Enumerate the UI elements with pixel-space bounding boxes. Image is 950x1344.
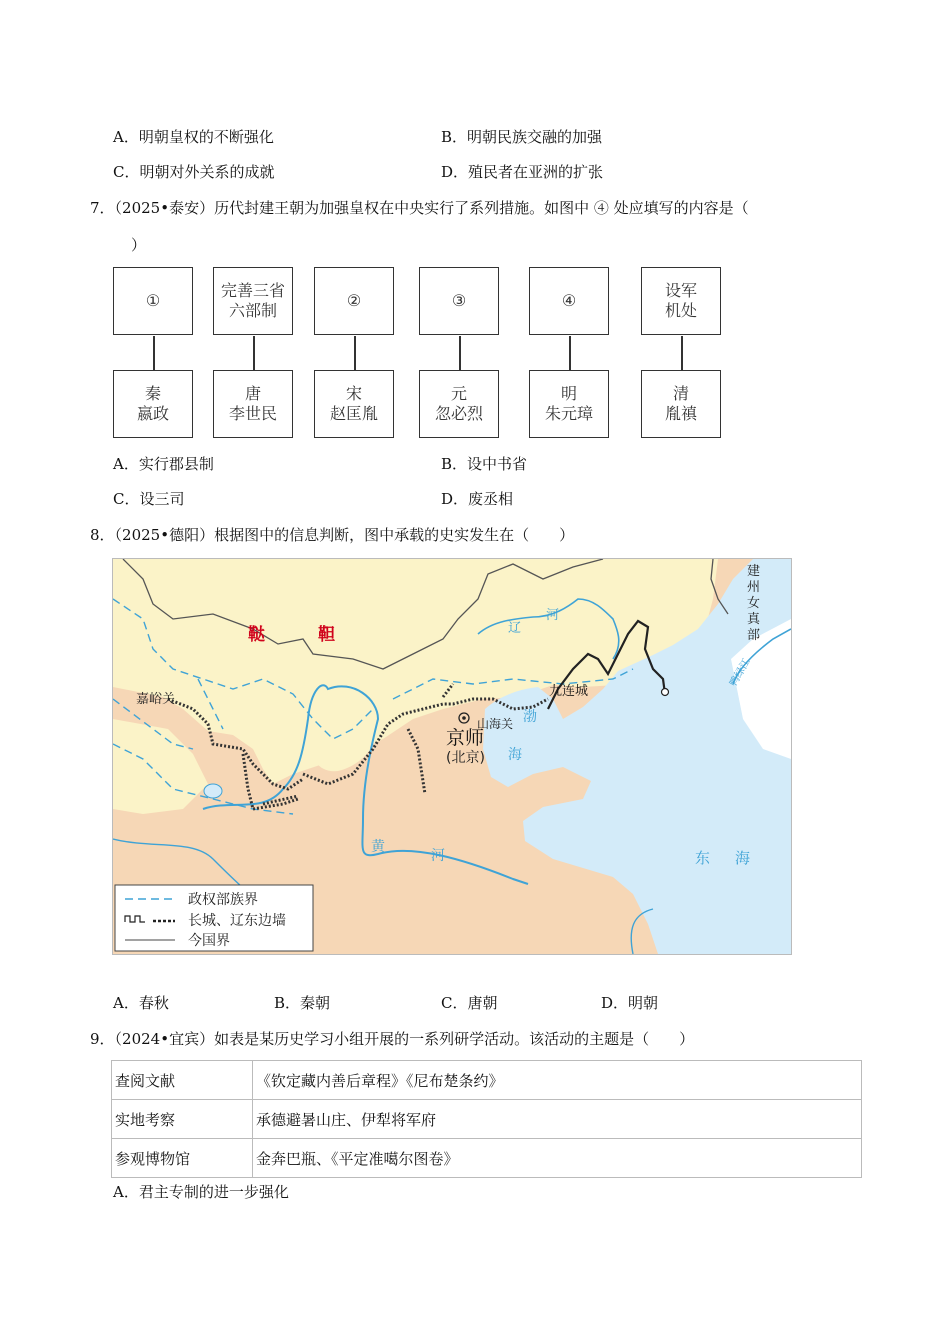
q8-option-d: D．明朝 [601, 994, 659, 1012]
table-row [112, 1100, 862, 1139]
capital-marker-dot [462, 716, 466, 720]
label-tatar: 靼 [318, 625, 335, 645]
q7-option-b: B．设中书省 [441, 455, 528, 473]
label-jiuliancheng: 九连城 [549, 684, 589, 699]
label-tatar: 鞑 [248, 625, 265, 645]
ruler: 赵匡胤 [329, 404, 378, 423]
label-liao-river: 河 [546, 608, 560, 623]
dynasty: 秦 [144, 384, 161, 403]
legend-modern-border: 今国界 [188, 933, 230, 949]
label-beijing: (北京) [446, 750, 485, 766]
label-shanhaiguan: 山海关 [477, 717, 514, 731]
table-cell: 金奔巴瓶、《平定准噶尔图卷》 [253, 1139, 862, 1178]
diagram-top-5: ④ [529, 267, 609, 335]
label-yellow-river: 黄 [371, 839, 385, 855]
table-row [112, 1061, 862, 1100]
q7-option-a: A．实行郡县制 [113, 455, 214, 473]
label-char: 女 [747, 596, 761, 611]
q7-option-d: D．废丞相 [441, 490, 514, 508]
dynasty: 元 [450, 384, 467, 403]
diagram-bottom-3 [314, 370, 394, 438]
label-jingshi: 京师 [446, 727, 485, 749]
table-row [112, 1139, 862, 1178]
q6-option-c: C．明朝对外关系的成就 [113, 163, 275, 181]
legend-great-wall: 长城、辽东边墙 [188, 913, 286, 929]
label-east-sea: 海 [735, 849, 751, 867]
diagram-top-6 [641, 267, 721, 335]
connector [569, 336, 571, 370]
q7-stem-end: ） [131, 236, 147, 254]
q6-option-d: D．殖民者在亚洲的扩张 [441, 163, 604, 181]
legend-regime-border: 政权部族界 [188, 892, 258, 908]
label-yellow-river: 河 [431, 848, 445, 864]
label-jianzhou-jurchen [747, 563, 761, 643]
diagram-bottom-1 [113, 370, 193, 438]
diagram-top-2-line2: 六部制 [228, 301, 277, 320]
ruler: 忽必烈 [434, 404, 483, 423]
label-bohai: 渤 [523, 709, 537, 725]
dynasty: 唐 [244, 384, 261, 403]
connector [153, 336, 155, 370]
q7-stem: 7．（2025•泰安）历代封建王朝为加强皇权在中央实行了系列措施。如图中 ④ 处应填写的内容是（ [90, 199, 749, 217]
map-legend [115, 885, 313, 951]
label-bohai: 海 [508, 747, 522, 763]
lake [204, 784, 222, 798]
dynasty: 明 [560, 384, 577, 403]
q6-option-b: B．明朝民族交融的加强 [441, 128, 603, 146]
table-cell: 参观博物馆 [112, 1139, 253, 1178]
label-char: 州 [747, 580, 761, 595]
connector [354, 336, 356, 370]
label-liao-river: 辽 [508, 621, 522, 636]
diagram-top-2 [213, 267, 293, 335]
connector [459, 336, 461, 370]
label-east-sea: 东 [695, 849, 711, 867]
ruler: 李世民 [228, 404, 277, 423]
table-cell: 《钦定藏内善后章程》《尼布楚条约》 [253, 1061, 862, 1100]
q8-option-a: A．春秋 [113, 994, 169, 1012]
table-cell: 承德避暑山庄、伊犁将军府 [253, 1100, 862, 1139]
q9-activity-table [111, 1060, 862, 1178]
ruler: 嬴政 [136, 404, 169, 423]
label-char: 建 [747, 564, 761, 579]
table-cell: 查阅文献 [112, 1061, 253, 1100]
q8-option-b: B．秦朝 [274, 994, 331, 1012]
q7-option-c: C．设三司 [113, 490, 185, 508]
diagram-top-4: ③ [419, 267, 499, 335]
diagram-bottom-4 [419, 370, 499, 438]
diagram-bottom-5 [529, 370, 609, 438]
ruler: 朱元璋 [544, 404, 593, 423]
label-jiayuguan: 嘉峪关 [136, 692, 176, 707]
connector [253, 336, 255, 370]
dynasty: 宋 [345, 384, 362, 403]
diagram-top-1: ① [113, 267, 193, 335]
q9-option-a: A．君主专制的进一步强化 [113, 1183, 289, 1201]
label-char: 部 [747, 628, 761, 643]
q9-stem: 9．（2024•宜宾）如表是某历史学习小组开展的一系列研学活动。该活动的主题是（ ） [90, 1030, 695, 1048]
diagram-bottom-2 [213, 370, 293, 438]
dynasty: 清 [672, 384, 689, 403]
diagram-bottom-6 [641, 370, 721, 438]
q8-stem: 8．（2025•德阳）根据图中的信息判断，图中承载的史实发生在（ ） [90, 526, 575, 544]
table-cell: 实地考察 [112, 1100, 253, 1139]
jiuliancheng-marker [662, 689, 669, 696]
ruler: 胤禛 [664, 404, 697, 423]
ming-dynasty-map [112, 558, 792, 955]
q6-option-a: A．明朝皇权的不断强化 [113, 128, 274, 146]
q8-option-c: C．唐朝 [441, 994, 498, 1012]
label-char: 真 [747, 612, 761, 627]
label-yalu-river: 鸭绿江 [728, 657, 753, 689]
diagram-top-3: ② [314, 267, 394, 335]
diagram-top-6-text: 设军机处 [664, 281, 697, 320]
diagram-top-2-line1: 完善三省 [220, 281, 285, 300]
connector [681, 336, 683, 370]
